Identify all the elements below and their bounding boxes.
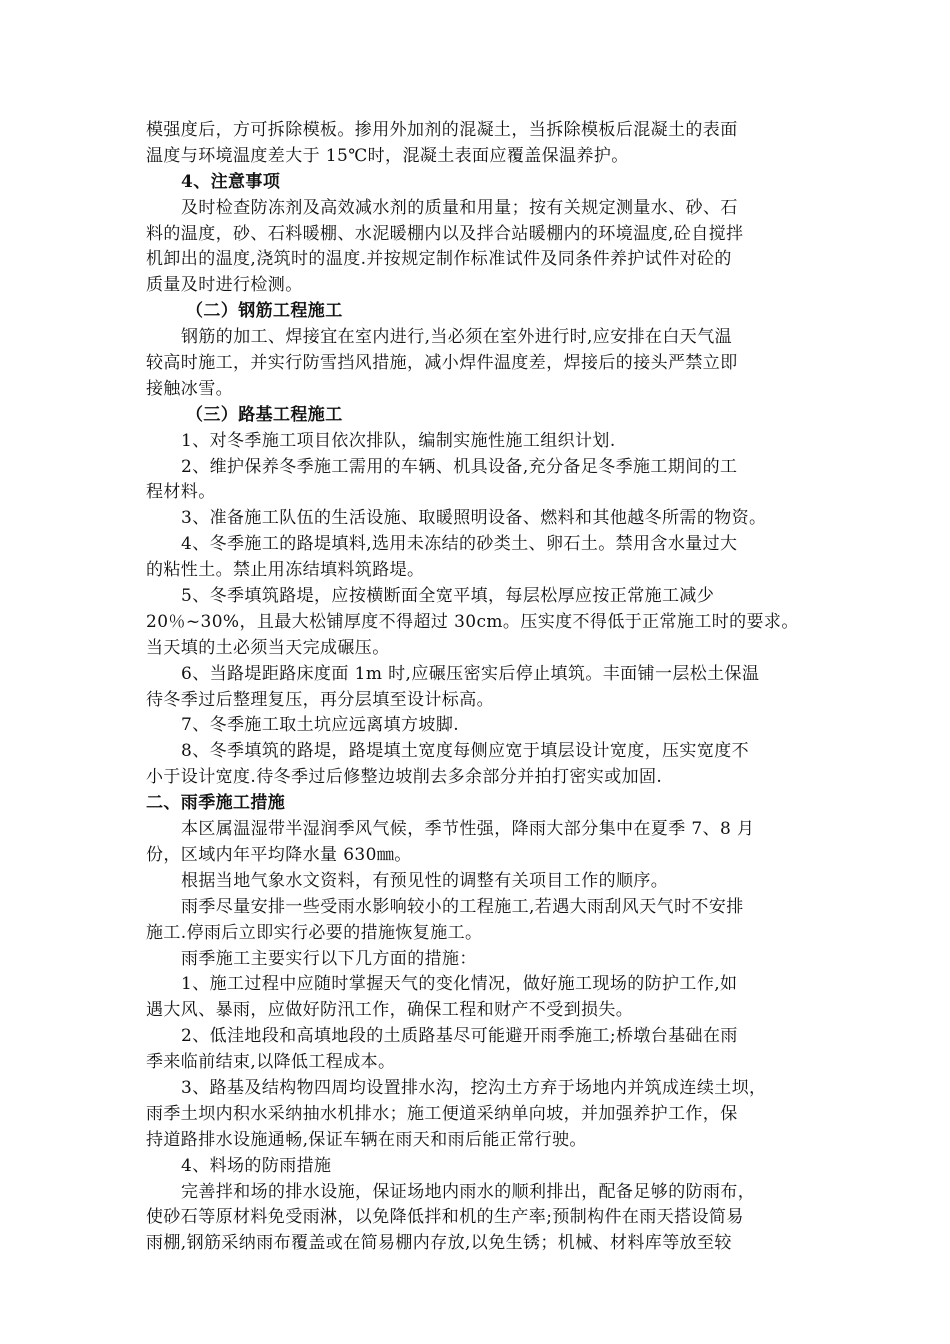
text-line: 使砂石等原材料免受雨淋，以免降低拌和机的生产率;预制构件在雨天搭设简易	[146, 1207, 744, 1228]
text-line: 3、路基及结构物四周均设置排水沟，挖沟土方弃于场地内并筑成连续土坝，	[181, 1077, 767, 1098]
text-line: 雨棚,钢筋采纳雨布覆盖或在简易棚内存放,以免生锈；机械、材料库等放至较	[146, 1233, 732, 1254]
text-line: 接触冰雪。	[146, 378, 233, 399]
text-line: 料的温度，砂、石料暖棚、水泥暖棚内以及拌合站暖棚内的环境温度,砼自搅拌	[146, 223, 744, 244]
text-line: 7、冬季施工取土坑应远离填方坡脚.	[181, 715, 460, 736]
text-line: 6、当路堤距路床度面 1m 时,应碾压密实后停止填筑。丰面铺一层松土保温	[181, 663, 760, 684]
text-line: 施工.停雨后立即实行必要的措施恢复施工。	[146, 922, 483, 943]
text-line: 较高时施工，并实行防雪挡风措施，减小焊件温度差，焊接后的接头严禁立即	[146, 353, 738, 374]
text-line: 当天填的土必须当天完成碾压。	[146, 637, 390, 658]
text-line: 4、料场的防雨措施	[181, 1155, 332, 1176]
text-line: 质量及时进行检测。	[146, 275, 303, 296]
text-line: 1、对冬季施工项目依次排队，编制实施性施工组织计划.	[181, 430, 616, 451]
text-line: 2、低洼地段和高填地段的土质路基尽可能避开雨季施工;桥墩台基础在雨	[181, 1026, 738, 1047]
text-line: 5、冬季填筑路堤，应按横断面全宽平填，每层松厚应按正常施工减少	[181, 586, 715, 607]
section-heading: 4、注意事项	[181, 171, 281, 192]
section-heading: 二、雨季施工措施	[146, 793, 286, 814]
text-line: 4、冬季施工的路堤填料,选用未冻结的砂类土、卵石土。禁用含水量过大	[181, 534, 738, 555]
text-line: 模强度后，方可拆除模板。掺用外加剂的混凝土，当拆除模板后混凝土的表面	[146, 120, 738, 140]
document-page	[146, 118, 806, 1257]
text-line: 完善拌和场的排水设施，保证场地内雨水的顺利排出，配备足够的防雨布，	[181, 1181, 756, 1202]
text-line: 季来临前结束,以降低工程成本。	[146, 1052, 396, 1073]
text-line: 本区属温湿带半湿润季风气候，季节性强，降雨大部分集中在夏季 7、8 月	[181, 819, 755, 840]
text-line: 持道路排水设施通畅,保证车辆在雨天和雨后能正常行驶。	[146, 1129, 587, 1150]
text-line: 2、维护保养冬季施工需用的车辆、机具设备,充分备足冬季施工期间的工	[181, 456, 738, 477]
text-line: 根据当地气象水文资料，有预见性的调整有关项目工作的顺序。	[181, 870, 669, 891]
text-line: 待冬季过后整理复压，再分层填至设计标高。	[146, 689, 494, 710]
text-line: 钢筋的加工、焊接宜在室内进行,当必须在室外进行时,应安排在白天气温	[181, 327, 733, 348]
text-line: 1、施工过程中应随时掌握天气的变化情况，做好施工现场的防护工作,如	[181, 974, 738, 995]
text-line: 小于设计宽度.待冬季过后修整边坡削去多余部分并拍打密实或加固.	[146, 767, 663, 788]
text-line: 遇大风、暴雨，应做好防汛工作，确保工程和财产不受到损失。	[146, 1000, 634, 1021]
text-line: 程材料。	[146, 482, 216, 503]
text-line: 雨季土坝内积水采纳抽水机排水；施工便道采纳单向坡，并加强养护工作，保	[146, 1103, 738, 1124]
text-line: 8、冬季填筑的路堤，路堤填土宽度每侧应宽于填层设计宽度，压实宽度不	[181, 741, 750, 762]
text-line: 温度与环境温度差大于 15℃时，混凝土表面应覆盖保温养护。	[146, 145, 629, 166]
text-line: 份，区域内年平均降水量 630㎜。	[146, 844, 412, 865]
text-line: 机卸出的温度,浇筑时的温度.并按规定制作标准试件及同条件养护试件对砼的	[146, 249, 732, 270]
text-line: 及时检查防冻剂及高效减水剂的质量和用量；按有关规定测量水、砂、石	[181, 197, 738, 218]
section-heading: （三）路基工程施工	[186, 404, 343, 425]
text-line: 雨季施工主要实行以下几方面的措施：	[181, 948, 477, 969]
text-line: 的粘性土。禁止用冻结填料筑路堤。	[146, 560, 425, 581]
text-line: 3、准备施工队伍的生活设施、取暖照明设备、燃料和其他越冬所需的物资。	[181, 508, 767, 529]
section-heading: （二）钢筋工程施工	[186, 301, 343, 322]
text-line: 20％~30%，且最大松铺厚度不得超过 30cm。压实度不得低于正常施工时的要求。	[146, 611, 799, 632]
text-line: 雨季尽量安排一些受雨水影响较小的工程施工,若遇大雨刮风天气时不安排	[181, 896, 744, 917]
